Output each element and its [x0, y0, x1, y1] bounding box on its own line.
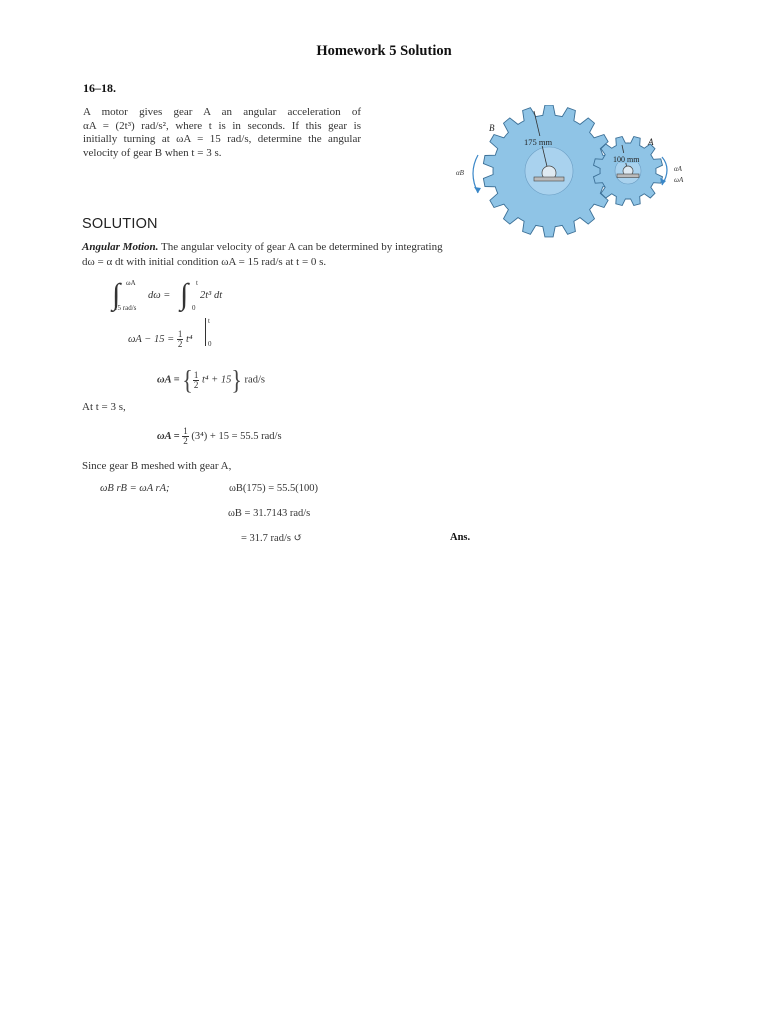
- gear-figure: [450, 105, 690, 245]
- denominator: 2: [177, 339, 183, 349]
- problem-number: 16–18.: [83, 81, 116, 95]
- left-brace: {: [182, 363, 193, 395]
- integral-lower-limit: 15 rad/s: [114, 304, 137, 312]
- denominator: 2: [183, 436, 188, 446]
- base-b: [534, 177, 564, 181]
- gear-a-label: A: [648, 137, 654, 147]
- mesh-text: Since gear B meshed with gear A,: [82, 460, 232, 472]
- right-brace: }: [231, 363, 242, 395]
- answer-label: Ans.: [450, 532, 471, 543]
- integral-upper-limit: ωA: [126, 279, 136, 287]
- alpha-a-label: αA: [674, 165, 682, 173]
- equation-integral-2: [180, 280, 188, 310]
- at-time-text: At t = 3 s,: [82, 401, 126, 413]
- eval-upper: t: [208, 317, 210, 325]
- statement-line: velocity of gear B when t = 3 s.: [83, 146, 222, 159]
- eq2-right: t⁴: [185, 333, 193, 345]
- eq4-right: (3⁴) + 15 = 55.5 rad/s: [191, 430, 282, 442]
- eq4: [157, 427, 282, 446]
- problem-statement: [83, 106, 361, 160]
- eval-lower: 0: [208, 340, 212, 348]
- eq3-mid: t⁴ + 15: [201, 374, 232, 386]
- statement-line: A motor gives gear A an angular acceleration of: [83, 106, 361, 118]
- eq2: [128, 330, 193, 349]
- solution-intro-line2: dω = α dt with initial condition ωA = 15 rad/s at t = 0 s.: [82, 256, 327, 268]
- statement-line: αA = (2t³) rad/s², where t is in seconds. If this gear is: [83, 119, 361, 132]
- integral-upper-limit: t: [196, 279, 198, 287]
- eq1-right: 2t³ dt: [200, 290, 223, 301]
- fraction: [193, 371, 200, 390]
- page-title: Homework 5 Solution: [316, 43, 452, 59]
- eq1-left: dω =: [148, 290, 171, 301]
- eq2-left: ωA − 15 =: [128, 333, 175, 345]
- eq3-left: ωA =: [157, 374, 180, 386]
- numerator: 1: [193, 369, 199, 380]
- radius-a-label: 100 mm: [613, 155, 640, 164]
- radius-b-label: 175 mm: [524, 137, 553, 147]
- eq3-unit: rad/s: [244, 374, 265, 386]
- statement-line: initially turning at ωA = 15 rad/s, determine the angular: [83, 133, 361, 146]
- fraction: [182, 427, 189, 446]
- base-a: [617, 174, 639, 178]
- numerator: 1: [183, 426, 188, 436]
- alpha-b-label: αB: [456, 169, 464, 177]
- omega-a-label: ωA: [674, 176, 684, 184]
- denominator: 2: [193, 379, 199, 390]
- integral-sign: ∫: [112, 278, 121, 311]
- solution-intro: [82, 241, 443, 253]
- eval-bar: [205, 318, 206, 346]
- eq4-left: ωA =: [157, 430, 180, 442]
- eq5-right: ωB(175) = 55.5(100): [229, 483, 318, 494]
- fraction: [177, 330, 184, 349]
- eq3: [157, 363, 265, 395]
- eq5-left: ωB rB = ωA rA;: [100, 483, 170, 494]
- intro-rest: The angular velocity of gear A can be determined by integrating: [158, 241, 443, 253]
- integral-lower-limit: 0: [192, 304, 196, 312]
- eq7: = 31.7 rad/s ↺: [241, 533, 303, 544]
- arrowhead: [474, 187, 481, 193]
- integral-sign: ∫: [180, 278, 189, 311]
- numerator: 1: [177, 329, 183, 339]
- gear-b-label: B: [489, 123, 495, 133]
- eq6: ωB = 31.7143 rad/s: [228, 508, 311, 519]
- intro-bold: Angular Motion.: [82, 241, 159, 253]
- solution-heading: SOLUTION: [82, 216, 158, 232]
